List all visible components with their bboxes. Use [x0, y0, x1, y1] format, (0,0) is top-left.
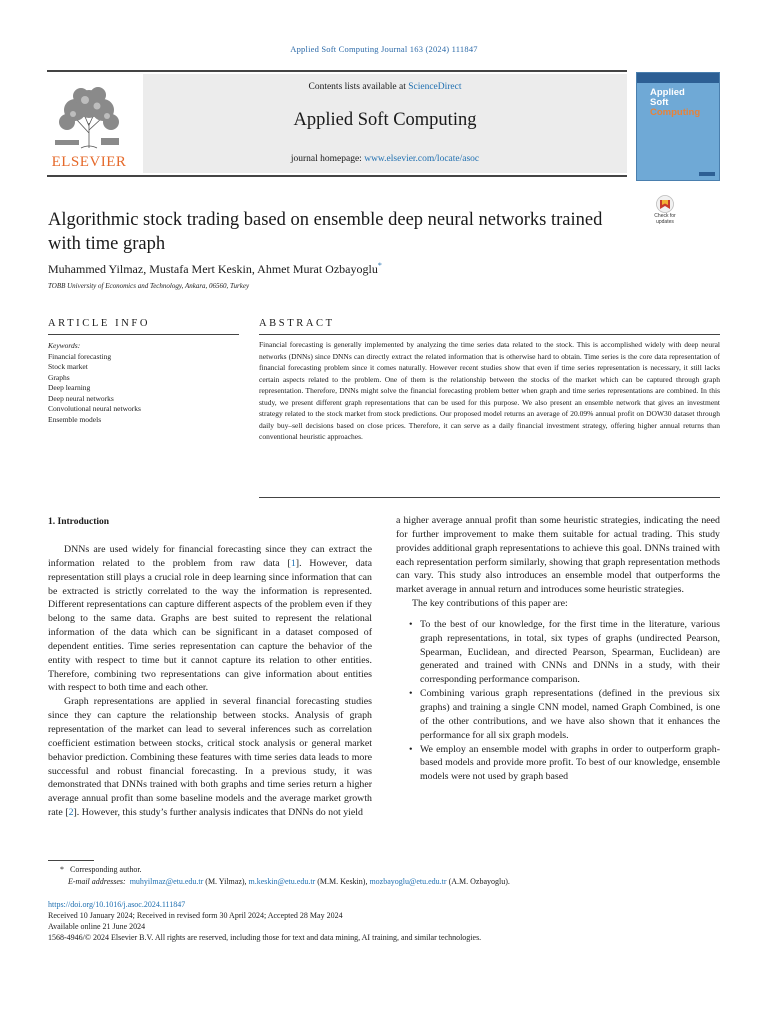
- authors-text: Muhammed Yilmaz, Mustafa Mert Keskin, Ahmet Murat Ozbayoglu: [48, 262, 378, 276]
- publication-info: [48, 899, 481, 943]
- paragraph-text: Graph representations are applied in several financial forecasting studies since they can capture the relationship between stocks. Analysis of graph representation of the market can lead to several inferences such as correlation coefficient estimation between stocks, critical stock analysis or general market behavior prediction. Combining these features with time series data leads to more successful and robust financial forecasting. In a previous study, it was demonstrated that DNNs trained with both graphs and time series return a higher average annual profit than some baseline models and the average market growth rate [: [48, 696, 372, 819]
- article-info-divider: [48, 334, 239, 335]
- running-head[interactable]: Applied Soft Computing Journal 163 (2024) 111847: [290, 44, 478, 54]
- contents-line: [143, 82, 627, 92]
- abstract-heading: ABSTRACT: [259, 318, 335, 329]
- elsevier-tree-logo[interactable]: [47, 78, 131, 170]
- citation-link[interactable]: 1: [290, 557, 296, 569]
- sciencedirect-link[interactable]: ScienceDirect: [408, 82, 462, 92]
- abstract-body: Financial forecasting is generally implemented by analyzing the time series data related to the stock. This is accomplished widely with deep neural networks (DNNs) since DNNs can directly extract the related information that is otherwise hard to obtain. Time series is the core data representation of financial forecasting problem since it comes naturally. However recent studies show that even if time series representation is necessary, it still lacks certain aspects related to the problem. One of them is the relationship between the stocks of the market which can be captured through graph representation. Therefore, DNNs might solve the financial forecasting problem better when graph and time series representations are combined. In this study, we present different graph representations that can be used for this purpose. We also present an ensemble network that gives an investment strategy related to the stock market from stock predictions. Our proposed model returns an average of 20.09% annual profit on DOW30 dataset through daily buy–sell decisions based on close prices. Therefore, it can serve as a daily financial investment strategy, offering higher annual returns than conventional heuristic approaches.: [259, 340, 720, 441]
- email-footnote: [48, 876, 510, 888]
- check-updates-label: Check for updates: [654, 213, 676, 225]
- homepage-line: [143, 154, 627, 164]
- keyword-item: Deep learning: [48, 383, 91, 392]
- email-owner: (A.M. Ozbayoglu).: [446, 877, 510, 886]
- cover-title: [650, 88, 700, 118]
- cover-top-bar: [637, 73, 719, 83]
- masthead-band: [143, 74, 627, 173]
- abstract-bottom-divider: [259, 497, 720, 498]
- intro-paragraph: [48, 695, 372, 820]
- contribution-item: • We employ an ensemble model with graphs in order to outperform graph-based models and provide more profit. To best of our knowledge, ensemble models were not used by graph based: [396, 743, 720, 785]
- contributions-list: [396, 618, 720, 784]
- intro-paragraph: a higher average annual profit than some heuristic strategies, indicating the need for further improvement to make them suitable for actual trading. This study provides additional graph representations to achieve this goal. DNNs trained with each representation perform similarly, showing that graph representation methods can vary. This study also introduces an ensemble model that outperforms the market average in annual return and introduces some heuristic strategies.: [396, 515, 720, 596]
- keyword-item: Financial forecasting: [48, 351, 112, 361]
- available-online: Available online 21 June 2024: [48, 922, 146, 931]
- journal-masthead: [47, 70, 627, 177]
- footnotes: [48, 864, 510, 888]
- article-title: Algorithmic stock trading based on ensemble deep neural networks trained with time graph: [48, 210, 603, 254]
- paragraph-text: ]. However, this study’s further analysis indicates that DNNs do not yield: [73, 807, 363, 819]
- cover-foot-mark: [699, 172, 715, 176]
- history-dates: Received 10 January 2024; Received in revised form 30 April 2024; Accepted 28 May 2024: [48, 911, 343, 920]
- body-column-right: [396, 514, 720, 784]
- publisher-name: ELSEVIER: [51, 154, 127, 170]
- email-label: E-mail addresses:: [68, 877, 126, 886]
- paragraph-text: DNNs are used widely for financial forecasting since they can extract the information related to the problem from raw data [: [48, 544, 372, 569]
- keyword-item: Stock market: [48, 362, 88, 371]
- keyword-item: Graphs: [48, 372, 70, 382]
- article-info-heading: ARTICLE INFO: [48, 318, 151, 329]
- contribution-item: • Combining various graph representations (defined in the previous six graphs) and training a single CNN model, named Graph Combined, is one of the other contributions, and we have also shown that it enhances the performance for all six graph models.: [396, 687, 720, 742]
- journal-title[interactable]: Applied Soft Computing: [293, 110, 477, 130]
- keyword-item: Convolutional neural networks: [48, 404, 141, 413]
- email-link-keskin[interactable]: m.keskin@etu.edu.tr: [248, 877, 316, 886]
- footnote-divider: [48, 860, 94, 861]
- journal-homepage-link[interactable]: www.elsevier.com/locate/asoc: [364, 154, 480, 164]
- cover-title-line: Soft: [650, 97, 669, 108]
- check-updates-icon: [646, 194, 684, 214]
- cover-title-line: Computing: [650, 107, 701, 118]
- intro-paragraph: [48, 543, 372, 695]
- keyword-item: Deep neural networks: [48, 393, 114, 403]
- email-owner: (M.M. Keskin),: [315, 877, 370, 886]
- affiliation: TOBB University of Economics and Technology, Ankara, 06560, Turkey: [48, 282, 250, 290]
- footnote-mark: *: [60, 865, 64, 874]
- introduction-heading: 1. Introduction: [48, 517, 110, 527]
- email-link-yilmaz[interactable]: muhyilmaz@etu.edu.tr: [129, 877, 204, 886]
- keywords-label: Keywords:: [48, 341, 81, 350]
- homepage-prefix: journal homepage:: [290, 154, 365, 164]
- email-owner: (M. Yilmaz),: [203, 877, 249, 886]
- contributions-lead: The key contributions of this paper are:: [412, 598, 568, 610]
- abstract-divider: [259, 334, 720, 335]
- contents-prefix: Contents lists available at: [308, 82, 409, 92]
- check-for-updates-badge[interactable]: [646, 194, 684, 232]
- doi-link[interactable]: https://doi.org/10.1016/j.asoc.2024.111847: [48, 900, 186, 909]
- journal-cover-thumbnail[interactable]: [636, 72, 720, 181]
- corresponding-footnote: [48, 864, 510, 876]
- email-link-ozbayoglu[interactable]: mozbayoglu@etu.edu.tr: [369, 877, 447, 886]
- paragraph-text: ]. However, data representation still plays a crucial role in deep learning since information that can be extracted is strictly correlated to the way the information is represented. Different representations can capture different aspects of the problem even if they belong to the same data. Graphs are best suited to represent the relational information of the data which can be significant in a dataset composed of dependent entities. Time series representation can capture the behavior of the entity with respect to time but it cannot capture its relation to other entities. Therefore, combining two representations can give information about entities with respect to both time and each other.: [48, 557, 372, 694]
- keyword-item: Ensemble models: [48, 414, 102, 424]
- contribution-item: • To the best of our knowledge, for the first time in the literature, various graph representations, in total, six types of graphs (undirected Pearson, Spearman, Euclidean, and directed Pearson, Spearman, Euclidean) are generated and trained with CNNs and DNNs in a study, with their corresponding performance comparison.: [396, 618, 720, 687]
- author-list: [48, 261, 382, 277]
- citation-link[interactable]: 2: [68, 807, 74, 819]
- copyright-line: 1568-4946/© 2024 Elsevier B.V. All rights are reserved, including those for text and data mining, AI training, and similar technologies.: [48, 933, 482, 942]
- cover-title-line: Applied: [650, 87, 685, 98]
- corresponding-author-mark[interactable]: *: [377, 261, 382, 270]
- corresponding-text: Corresponding author.: [70, 865, 142, 874]
- keywords-list: [48, 341, 141, 425]
- body-column-left: [48, 543, 372, 820]
